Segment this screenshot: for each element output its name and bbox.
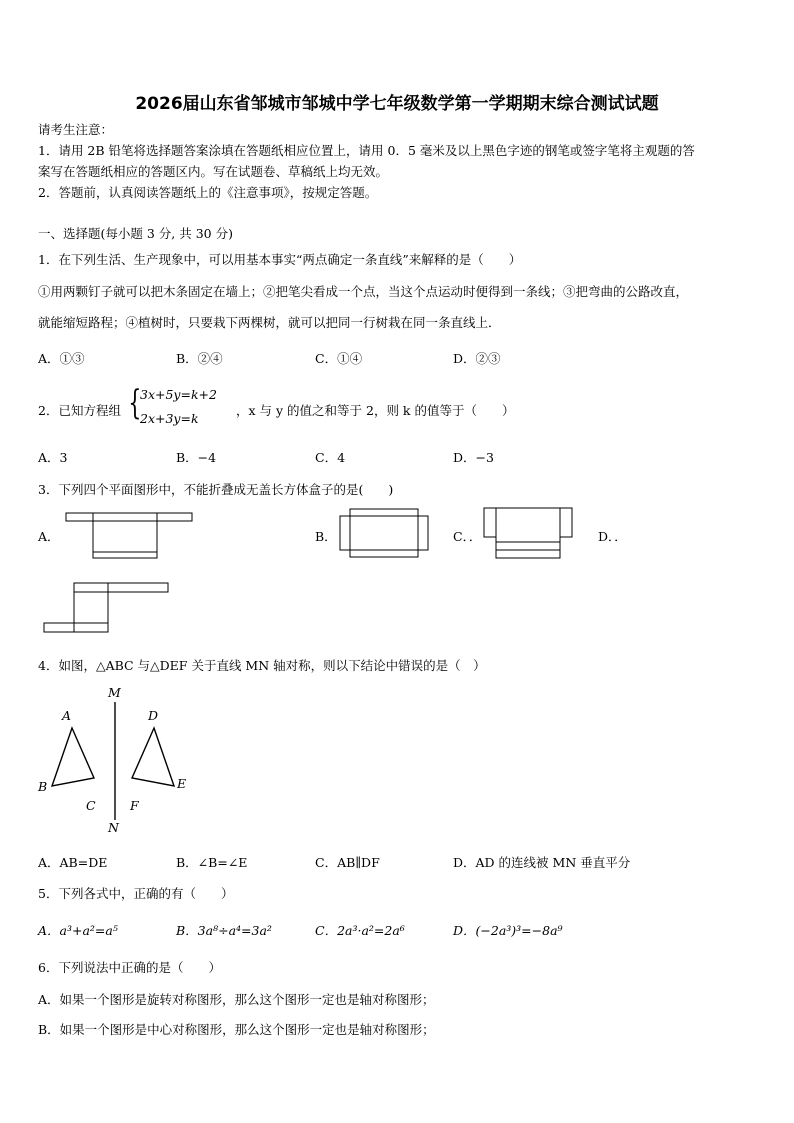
q1-line2: ①用两颗钉子就可以把木条固定在墙上；②把笔尖看成一个点，当这个点运动时便得到一条线；③把弯曲的公路改直， (38, 284, 689, 299)
page-title: 2026届山东省邹城市邹城中学七年级数学第一学期期末综合测试试题 (135, 94, 659, 114)
q6-option-b: B．如果一个图形是中心对称图形，那么这个图形一定也是轴对称图形； (38, 1022, 435, 1037)
label-d: D (148, 708, 159, 723)
notice-item-2: 2．答题前，认真阅读答题纸上的《注意事项》，按规定答题。 (38, 185, 378, 200)
q5-option-b: B．3a⁸÷a⁴=3a² (176, 923, 272, 938)
net-figure-c (484, 506, 580, 560)
q5-option-d: D．(−2a³)³=−8a⁹ (453, 923, 563, 938)
notice-heading: 请考生注意： (38, 122, 114, 137)
notice-item-1-cont: 案写在答题纸相应的答题区内。写在试题卷、草稿纸上均无效。 (38, 164, 389, 179)
triangle-def (132, 728, 174, 786)
q3-stem: 3．下列四个平面图形中，不能折叠成无盖长方体盒子的是( ) (38, 482, 394, 497)
q4-option-d: D．AD 的连线被 MN 垂直平分 (453, 855, 631, 870)
notice-item-1: 1．请用 2B 铅笔将选择题答案涂填在答题纸相应位置上，请用 0．5 毫米及以上黑色字迹的钢笔或签字笔将主观题的答 (38, 143, 695, 158)
q4-option-b: B．∠B=∠E (176, 855, 248, 870)
q1-option-c: C．①④ (315, 351, 363, 366)
q3-option-a: A． (38, 529, 60, 544)
q3-option-b: B． (315, 529, 337, 544)
net-figure-a (60, 510, 200, 558)
q2-option-c: C．4 (315, 450, 346, 465)
q4-stem: 4．如图，△ABC 与△DEF 关于直线 MN 轴对称，则以下结论中错误的是（ ） (38, 658, 486, 673)
q1-option-d: D．②③ (453, 351, 501, 366)
symmetry-figure (34, 684, 204, 840)
label-c: C (86, 798, 96, 813)
q2-equation-1: 3x+5y=k+2 (140, 387, 217, 402)
label-e: E (177, 776, 187, 791)
q3-option-d: D．． (598, 529, 627, 544)
q1-option-a: A．①③ (38, 351, 85, 366)
triangle-abc (52, 728, 94, 786)
q6-option-a: A．如果一个图形是旋转对称图形，那么这个图形一定也是轴对称图形； (38, 992, 435, 1007)
q4-option-a: A．AB=DE (38, 855, 108, 870)
equation-brace: { (128, 383, 142, 423)
q5-option-a: A．a³+a²=a⁵ (38, 923, 118, 938)
section-heading: 一、选择题(每小题 3 分, 共 30 分) (38, 226, 233, 241)
q1-line3: 就能缩短路程；④植树时，只要栽下两棵树，就可以把同一行树栽在同一条直线上． (38, 315, 501, 330)
q1-stem: 1．在下列生活、生产现象中，可以用基本事实“两点确定一条直线”来解释的是（ ） (38, 252, 522, 267)
q2-option-a: A．3 (38, 450, 68, 465)
q2-option-d: D．−3 (453, 450, 494, 465)
label-f: F (130, 798, 139, 813)
q2-suffix: ，x 与 y 的值之和等于 2，则 k 的值等于（ ） (236, 403, 515, 418)
q3-option-c: C．． (453, 529, 482, 544)
q1-option-b: B．②④ (176, 351, 223, 366)
q4-option-c: C．AB∥DF (315, 855, 380, 870)
q5-stem: 5．下列各式中，正确的有（ ） (38, 886, 234, 901)
label-a: A (62, 708, 72, 723)
q2-option-b: B．−4 (176, 450, 217, 465)
net-figure-d (44, 581, 170, 635)
net-figure-b (336, 509, 436, 557)
label-b: B (38, 779, 48, 794)
q6-stem: 6．下列说法中正确的是（ ） (38, 960, 221, 975)
q5-option-c: C．2a³·a²=2a⁶ (315, 923, 405, 938)
label-m: M (108, 685, 121, 700)
q2-prefix: 2．已知方程组 (38, 403, 121, 418)
q2-equation-2: 2x+3y=k (140, 411, 199, 426)
label-n: N (108, 820, 119, 835)
